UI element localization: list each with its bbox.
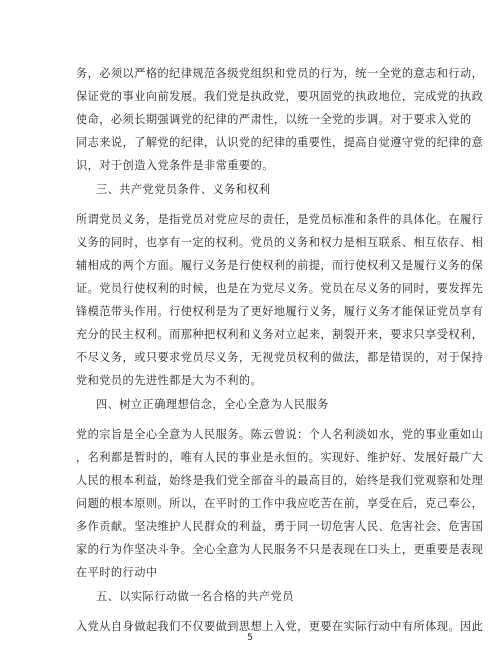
paragraph-line: 入党从自身做起我们不仅要做到思想上入党，更要在实际行动中有所体现。因此 (76, 620, 484, 633)
paragraph-line: 所谓党员义务，是指党员对党应尽的责任，是党员标准和条件的具体化。在履行 (76, 213, 484, 226)
paragraph-line: 充分的民主权利。而那种把权利和义务对立起来，割裂开来，要求只享受权利， (76, 328, 484, 341)
paragraph-line: 锋模范带头作用。行使权利是为了更好地履行义务，履行义务才能保证党员享有 (76, 305, 484, 318)
paragraph-line: 在平时的行动中 (76, 566, 158, 579)
paragraph-line: 不尽义务，或只要求党员尽义务，无视党员权利的做法，都是错误的，对于保持 (76, 351, 484, 364)
page-number: 5 (247, 633, 253, 643)
paragraph-line: 识，对于创造入党条件是非常重要的。 (76, 159, 274, 172)
paragraph-line: 家的行为作坚决斗争。全心全意为人民服务不只是表现在口头上，更重要是表现 (76, 543, 484, 556)
paragraph-line: 保证党的事业向前发展。我们党是执政党，要巩固党的执政地位，完成党的执政 (76, 90, 484, 103)
paragraph-line: 问题的根本原则。所以，在平时的工作中我应吃苦在前，享受在后，克己奉公， (76, 497, 484, 510)
paragraph-line: 证。党员行使权利的时候，也是在为党尽义务。党员在尽义务的同时，要发挥先 (76, 282, 484, 295)
paragraph-line: 多作贡献。坚决维护人民群众的利益，勇于同一切危害人民、危害社会、危害国 (76, 520, 484, 533)
section-heading: 三、共产党党员条件、义务和权利 (96, 183, 271, 196)
paragraph-line: 义务的同时，也享有一定的权利。党员的义务和权力是相互联系、相互依存、相 (76, 236, 484, 249)
paragraph-line: ，名利都是暂时的，唯有人民的事业是永恒的。实现好、维护好、发展好最广大 (76, 451, 484, 464)
paragraph-line: 党和党员的先进性都是大为不利的。 (76, 374, 263, 387)
paragraph-line: 使命，必须长期强调党的纪律的严肃性，以统一全党的步调。对于要求入党的 (76, 113, 472, 126)
paragraph-line: 党的宗旨是全心全意为人民服务。陈云曾说：个人名利淡如水，党的事业重如山 (76, 428, 484, 441)
paragraph-line: 务，必须以严格的纪律规范各级党组织和党员的行为，统一全党的意志和行动， (76, 67, 484, 80)
section-heading: 五、以实际行动做一名合格的共产党员 (96, 590, 294, 603)
paragraph-line: 辅相成的两个方面。履行义务是行使权利的前提，而行使权利又是履行义务的保 (76, 259, 484, 272)
section-heading: 四、树立正确理想信念，全心全意为人民服务 (96, 398, 329, 411)
paragraph-line: 同志来说，了解党的纪律，认识党的纪律的重要性，提高自觉遵守党的纪律的意 (76, 136, 484, 149)
paragraph-line: 人民的根本利益，始终是我们党全部奋斗的最高目的，始终是我们党观察和处理 (76, 474, 484, 487)
